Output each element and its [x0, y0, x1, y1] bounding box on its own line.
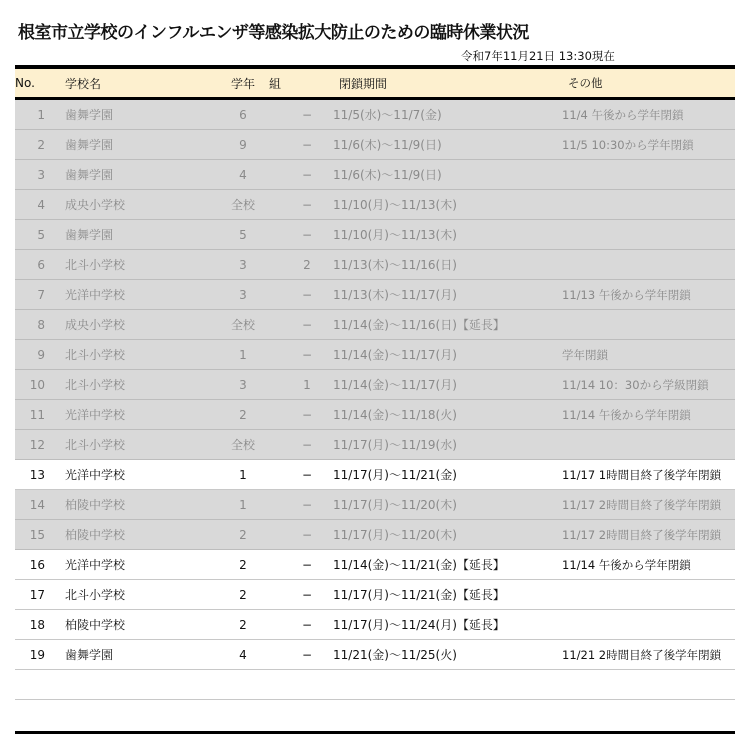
cell-other: 11/4 午後から学年閉鎖	[562, 107, 684, 122]
cell-class: −	[301, 617, 313, 632]
table-row	[15, 250, 735, 280]
cell-other: 11/13 午後から学年閉鎖	[562, 287, 691, 302]
cell-period: 11/14(金)〜11/17(月)	[333, 378, 457, 392]
table-header	[15, 69, 735, 100]
cell-no: 14	[29, 497, 45, 512]
cell-period: 11/17(月)〜11/20(木)	[333, 498, 457, 512]
cell-grade: 6	[239, 107, 247, 122]
table-row	[15, 160, 735, 190]
table-row	[15, 130, 735, 160]
as-of-timestamp: 令和7年11月21日 13:30現在	[461, 49, 615, 63]
cell-other: 11/17 2時間目終了後学年閉鎖	[562, 497, 722, 512]
cell-other: 学年閉鎖	[562, 347, 608, 362]
header-period: 閉鎖期間	[339, 76, 388, 91]
table-row	[15, 370, 735, 400]
cell-class: −	[301, 647, 313, 662]
cell-school: 北斗小学校	[65, 378, 126, 392]
cell-school: 成央小学校	[65, 318, 126, 332]
cell-class: −	[301, 137, 313, 152]
cell-period: 11/17(月)〜11/21(金)【延長】	[333, 588, 505, 602]
cell-grade: 3	[239, 287, 247, 302]
cell-school: 歯舞学園	[65, 108, 114, 122]
cell-class: −	[301, 107, 313, 122]
cell-period: 11/17(月)〜11/20(木)	[333, 528, 457, 542]
cell-class: −	[301, 497, 313, 512]
cell-grade: 2	[239, 617, 247, 632]
cell-grade: 1	[239, 497, 247, 512]
empty-row	[15, 670, 735, 700]
cell-other: 11/14 午後から学年閉鎖	[562, 557, 691, 572]
table-row	[15, 550, 735, 580]
cell-class: −	[301, 407, 313, 422]
cell-no: 8	[37, 317, 45, 332]
cell-period: 11/10(月)〜11/13(木)	[333, 228, 457, 242]
cell-no: 15	[29, 527, 45, 542]
cell-class: −	[301, 287, 313, 302]
header-grade: 学年	[230, 76, 255, 91]
table-row	[15, 610, 735, 640]
cell-grade: 4	[239, 647, 247, 662]
table-row	[15, 640, 735, 670]
cell-grade: 全校	[230, 438, 255, 452]
cell-no: 4	[37, 197, 45, 212]
cell-class: −	[301, 557, 313, 572]
cell-school: 光洋中学校	[65, 408, 126, 422]
header-school: 学校名	[65, 76, 102, 91]
cell-class: 1	[303, 377, 311, 392]
table-row	[15, 490, 735, 520]
cell-class: −	[301, 347, 313, 362]
cell-grade: 5	[239, 227, 247, 242]
cell-class: −	[301, 587, 313, 602]
cell-class: −	[301, 437, 313, 452]
header-no: No.	[15, 76, 35, 90]
cell-other: 11/21 2時間目終了後学年閉鎖	[562, 647, 722, 662]
table-row	[15, 520, 735, 550]
cell-period: 11/21(金)〜11/25(火)	[333, 648, 457, 662]
cell-period: 11/13(木)〜11/16(日)	[333, 258, 457, 272]
cell-period: 11/17(月)〜11/24(月)【延長】	[333, 618, 505, 632]
cell-period: 11/14(金)〜11/17(月)	[333, 348, 457, 362]
cell-school: 柏陵中学校	[65, 528, 126, 542]
cell-school: 柏陵中学校	[65, 498, 126, 512]
cell-no: 7	[37, 287, 45, 302]
cell-period: 11/10(月)〜11/13(木)	[333, 198, 457, 212]
cell-school: 歯舞学園	[65, 138, 114, 152]
bottom-rule	[15, 731, 735, 734]
table-row	[15, 190, 735, 220]
cell-class: −	[301, 197, 313, 212]
header-class: 組	[269, 76, 282, 91]
table-row	[15, 580, 735, 610]
closure-table	[15, 65, 735, 700]
cell-grade: 1	[239, 347, 247, 362]
cell-grade: 2	[239, 587, 247, 602]
cell-grade: 2	[239, 557, 247, 572]
cell-school: 北斗小学校	[65, 438, 126, 452]
cell-no: 2	[37, 137, 45, 152]
cell-school: 北斗小学校	[65, 258, 126, 272]
cell-class: −	[301, 527, 313, 542]
table-row	[15, 100, 735, 130]
cell-school: 歯舞学園	[65, 648, 114, 662]
table-row	[15, 220, 735, 250]
cell-no: 3	[37, 167, 45, 182]
cell-period: 11/17(月)〜11/21(金)	[333, 468, 457, 482]
cell-other: 11/14 午後から学年閉鎖	[562, 407, 691, 422]
cell-no: 5	[37, 227, 45, 242]
cell-class: −	[301, 317, 313, 332]
cell-grade: 1	[239, 467, 247, 482]
cell-no: 9	[37, 347, 45, 362]
cell-no: 18	[29, 617, 45, 632]
cell-period: 11/14(金)〜11/21(金)【延長】	[333, 558, 505, 572]
cell-no: 13	[29, 467, 45, 482]
cell-no: 19	[29, 647, 45, 662]
cell-school: 歯舞学園	[65, 228, 114, 242]
cell-class: −	[301, 167, 313, 182]
cell-grade: 9	[239, 137, 247, 152]
cell-school: 北斗小学校	[65, 588, 126, 602]
table-row	[15, 400, 735, 430]
table-row	[15, 340, 735, 370]
cell-grade: 2	[239, 527, 247, 542]
cell-grade: 3	[239, 377, 247, 392]
page-title: 根室市立学校のインフルエンザ等感染拡大防止のための臨時休業状況	[18, 23, 529, 43]
cell-grade: 2	[239, 407, 247, 422]
cell-class: −	[301, 467, 313, 482]
cell-period: 11/17(月)〜11/19(水)	[333, 438, 457, 452]
cell-other: 11/14 10：30から学級閉鎖	[562, 377, 709, 392]
cell-other: 11/17 2時間目終了後学年閉鎖	[562, 527, 722, 542]
cell-other: 11/17 1時間目終了後学年閉鎖	[562, 467, 722, 482]
cell-school: 光洋中学校	[65, 468, 126, 482]
cell-no: 16	[29, 557, 45, 572]
cell-grade: 4	[239, 167, 247, 182]
cell-school: 光洋中学校	[65, 288, 126, 302]
cell-no: 11	[29, 407, 45, 422]
cell-no: 6	[37, 257, 45, 272]
cell-period: 11/13(木)〜11/17(月)	[333, 288, 457, 302]
cell-period: 11/6(木)〜11/9(日)	[333, 168, 442, 182]
cell-no: 17	[29, 587, 45, 602]
cell-school: 成央小学校	[65, 198, 126, 212]
cell-no: 10	[29, 377, 45, 392]
cell-period: 11/14(金)〜11/16(日)【延長】	[333, 318, 505, 332]
cell-grade: 3	[239, 257, 247, 272]
table-row	[15, 310, 735, 340]
header-other: その他	[568, 76, 603, 90]
cell-no: 12	[29, 437, 45, 452]
cell-class: −	[301, 227, 313, 242]
table-row	[15, 460, 735, 490]
table-row	[15, 280, 735, 310]
table-row	[15, 430, 735, 460]
cell-school: 北斗小学校	[65, 348, 126, 362]
cell-class: 2	[303, 257, 311, 272]
cell-period: 11/5(水)〜11/7(金)	[333, 108, 442, 122]
cell-other: 11/5 10:30から学年閉鎖	[562, 137, 694, 152]
cell-grade: 全校	[230, 318, 255, 332]
cell-no: 1	[37, 107, 45, 122]
cell-school: 柏陵中学校	[65, 618, 126, 632]
cell-period: 11/6(木)〜11/9(日)	[333, 138, 442, 152]
cell-grade: 全校	[230, 198, 255, 212]
cell-period: 11/14(金)〜11/18(火)	[333, 408, 457, 422]
cell-school: 歯舞学園	[65, 168, 114, 182]
cell-school: 光洋中学校	[65, 558, 126, 572]
